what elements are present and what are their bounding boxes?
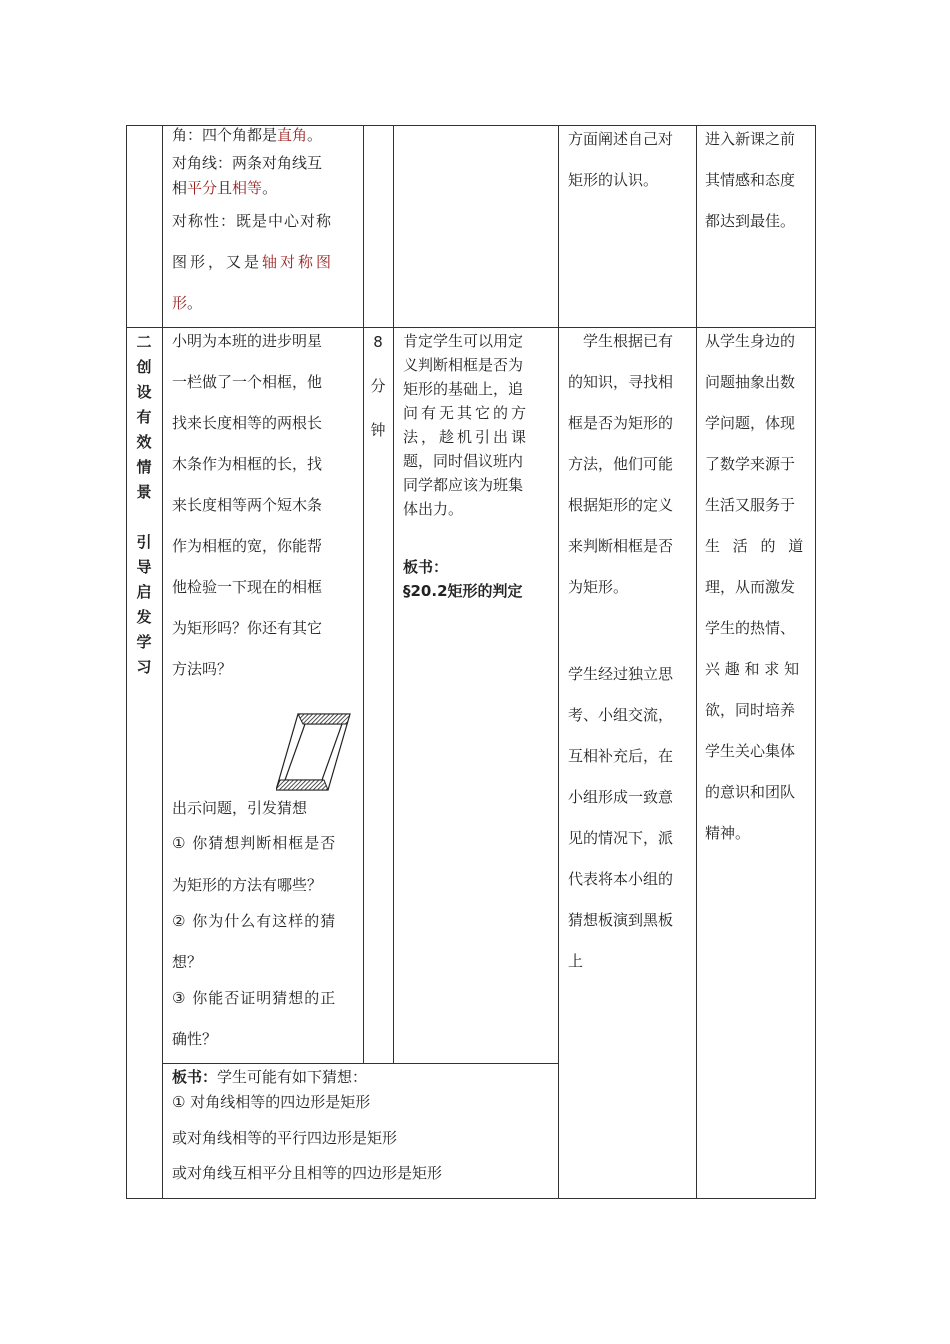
question-line: ③ 你能否证明猜想的正 bbox=[172, 989, 337, 1007]
rect-diagonal-property-line1: 对角线：两条对角线互 bbox=[172, 154, 323, 172]
rect-symmetry-property-line2: 图形，又是轴对称图 bbox=[172, 253, 335, 271]
rect-diagonal-property-line2: 相平分且相等。 bbox=[172, 179, 278, 197]
student-activity-line: 见的情况下，派 bbox=[568, 829, 674, 847]
col-divider-time bbox=[363, 125, 364, 1063]
design-intent-line: 兴 趣 和 求 知 bbox=[705, 660, 800, 678]
student-activity-line: 的知识，寻找相 bbox=[568, 373, 674, 391]
student-activity-line: 代表将本小组的 bbox=[568, 870, 674, 888]
row-divider bbox=[126, 327, 816, 328]
scenario-line: 为矩形吗？你还有其它 bbox=[172, 619, 323, 637]
row1-student-line1: 方面阐述自己对 bbox=[568, 130, 674, 148]
row1-intent-line2: 其情感和态度 bbox=[705, 171, 796, 189]
question-line: ② 你为什么有这样的猜 bbox=[172, 912, 337, 930]
scenario-line: 方法吗？ bbox=[172, 660, 233, 678]
design-intent-line: 欲，同时培养 bbox=[705, 701, 796, 719]
conjecture-prompt: 出示问题，引发猜想 bbox=[172, 799, 308, 817]
col-divider-teacher bbox=[393, 125, 394, 1063]
design-intent-line: 生活又服务于 bbox=[705, 496, 796, 514]
teacher-activity-line: 问有无其它的方 bbox=[403, 404, 530, 422]
student-activity-line: 方法，他们可能 bbox=[568, 455, 674, 473]
row1-intent-line3: 都达到最佳。 bbox=[705, 212, 796, 230]
step-title-vertical: 二 创 设 有 效 情 景 引 导 启 发 学 习 bbox=[136, 333, 152, 676]
teacher-board-title: §20.2矩形的判定 bbox=[403, 582, 523, 600]
student-activity-line: 来判断相框是否 bbox=[568, 537, 674, 555]
teacher-activity-line: 法，趁机引出课 bbox=[403, 428, 530, 446]
teacher-activity-line: 肯定学生可以用定 bbox=[403, 332, 524, 350]
col-divider-step bbox=[162, 125, 163, 1199]
time-allocation: 8 分 钟 bbox=[370, 333, 386, 439]
col-divider-intent bbox=[696, 125, 697, 1199]
student-activity-line: 为矩形。 bbox=[568, 578, 629, 596]
teacher-activity-line: 义判断相框是否为 bbox=[403, 356, 524, 374]
scenario-line: 小明为本班的进步明星 bbox=[172, 332, 323, 350]
student-activity-line: 考、小组交流， bbox=[568, 706, 674, 724]
rect-symmetry-property-line3: 形。 bbox=[172, 294, 203, 312]
question-line: 确性？ bbox=[172, 1030, 218, 1048]
student-activity-line: 猜想板演到黑板 bbox=[568, 911, 674, 929]
design-intent-line: 了数学来源于 bbox=[705, 455, 796, 473]
row1-student-line2: 矩形的认识。 bbox=[568, 171, 659, 189]
col-divider-student bbox=[558, 125, 559, 1199]
student-activity-line: 框是否为矩形的 bbox=[568, 414, 674, 432]
student-activity-line: 小组形成一致意 bbox=[568, 788, 674, 806]
scenario-line: 他检验一下现在的相框 bbox=[172, 578, 323, 596]
board-conjectures-header: 板书：学生可能有如下猜想： bbox=[172, 1068, 368, 1086]
design-intent-line: 学生关心集体 bbox=[705, 742, 796, 760]
table-border-bottom bbox=[126, 1198, 816, 1199]
scenario-line: 木条作为相框的长，找 bbox=[172, 455, 323, 473]
question-line: ① 你猜想判断相框是否 bbox=[172, 834, 337, 852]
design-intent-line: 学问题，体现 bbox=[705, 414, 796, 432]
design-intent-line: 学生的热情、 bbox=[705, 619, 796, 637]
student-activity-line: 学生经过独立思 bbox=[568, 665, 674, 683]
rect-symmetry-property-line1: 对称性：既是中心对称 bbox=[172, 212, 333, 230]
table-border-right bbox=[815, 125, 816, 1199]
design-intent-line: 生 活 的 道 bbox=[705, 537, 808, 555]
teacher-board-label: 板书： bbox=[403, 558, 449, 576]
design-intent-line: 问题抽象出数 bbox=[705, 373, 796, 391]
rect-angle-property: 角：四个角都是直角。 bbox=[172, 126, 323, 144]
teacher-activity-line: 题，同时倡议班内 bbox=[403, 452, 524, 470]
student-activity-line: 上 bbox=[568, 952, 584, 970]
board-box-top bbox=[162, 1063, 559, 1064]
scenario-line: 作为相框的宽，你能帮 bbox=[172, 537, 323, 555]
table-border-left bbox=[126, 125, 127, 1199]
design-intent-line: 的意识和团队 bbox=[705, 783, 796, 801]
student-activity-line: 互相补充后，在 bbox=[568, 747, 674, 765]
picture-frame-illustration bbox=[276, 712, 354, 792]
question-line: 想？ bbox=[172, 953, 203, 971]
scenario-line: 来长度相等两个短木条 bbox=[172, 496, 323, 514]
design-intent-line: 从学生身边的 bbox=[705, 332, 796, 350]
scenario-line: 一栏做了一个相框，他 bbox=[172, 373, 323, 391]
board-conjecture-item: 或对角线互相平分且相等的四边形是矩形 bbox=[172, 1164, 443, 1182]
question-line: 为矩形的方法有哪些？ bbox=[172, 876, 323, 894]
scenario-line: 找来长度相等的两根长 bbox=[172, 414, 323, 432]
board-conjecture-item: 或对角线相等的平行四边形是矩形 bbox=[172, 1129, 398, 1147]
student-activity-line: 学生根据已有 bbox=[583, 332, 674, 350]
teacher-activity-line: 矩形的基础上，追 bbox=[403, 380, 524, 398]
design-intent-line: 精神。 bbox=[705, 824, 751, 842]
row1-intent-line1: 进入新课之前 bbox=[705, 130, 796, 148]
teacher-activity-line: 同学都应该为班集 bbox=[403, 476, 524, 494]
student-activity-line: 根据矩形的定义 bbox=[568, 496, 674, 514]
board-conjecture-item: ① 对角线相等的四边形是矩形 bbox=[172, 1093, 371, 1111]
design-intent-line: 理，从而激发 bbox=[705, 578, 796, 596]
teacher-activity-line: 体出力。 bbox=[403, 500, 464, 518]
